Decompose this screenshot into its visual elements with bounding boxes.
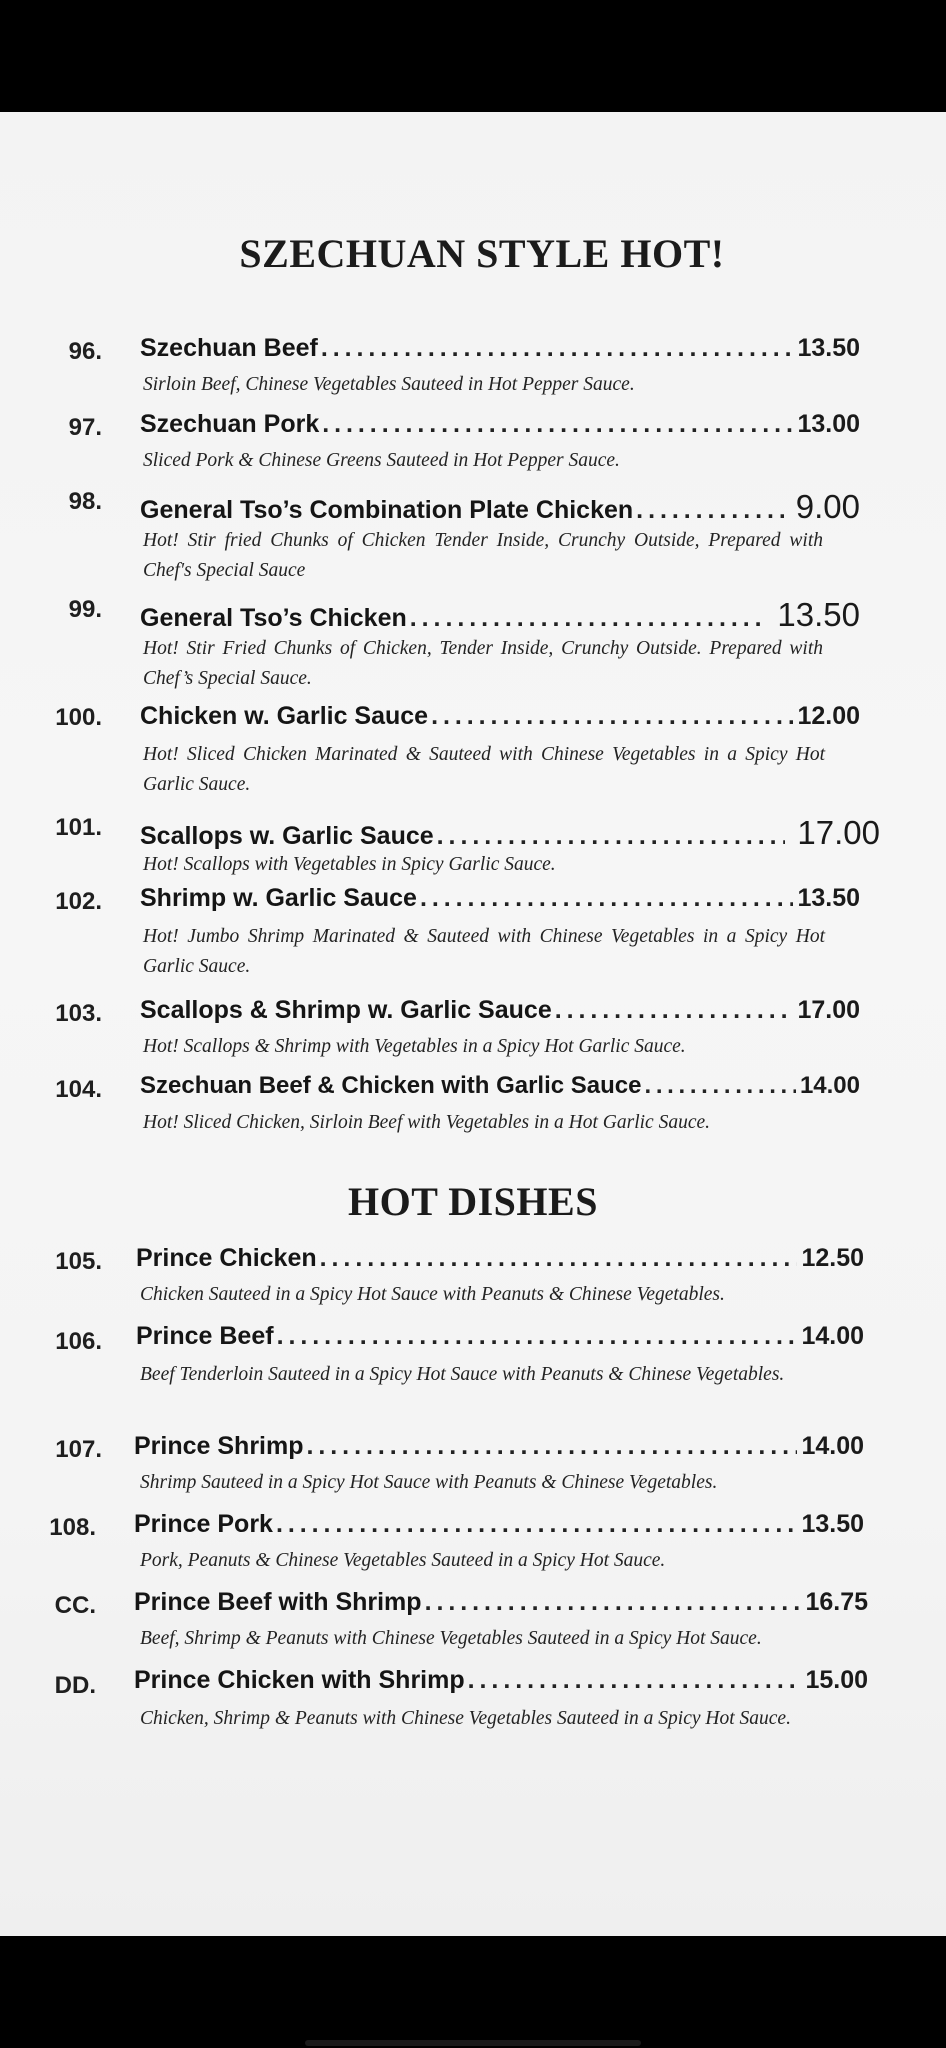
item-description: Hot! Jumbo Shrimp Marinated & Sauteed with Chinese Vegetables in a Spicy Hot Garlic Sauce.: [143, 926, 825, 977]
item-line: [136, 1244, 864, 1273]
item-number: 106.: [55, 1328, 102, 1355]
item-number: CC.: [54, 1592, 96, 1619]
item-name: Prince Beef: [136, 1322, 274, 1350]
item-description: Sirloin Beef, Chinese Vegetables Sauteed in Hot Pepper Sauce.: [143, 374, 635, 395]
menu-page: [0, 112, 946, 1936]
item-price: 13.50: [777, 596, 860, 633]
top-black-bar: [0, 0, 946, 112]
item-name: Scallops & Shrimp w. Garlic Sauce: [140, 996, 552, 1024]
item-description: Beef, Shrimp & Peanuts with Chinese Vegetables Sauteed in a Spicy Hot Sauce.: [140, 1628, 762, 1649]
dot-leader: [468, 1666, 802, 1695]
item-line: [134, 1666, 868, 1695]
item-number: 105.: [55, 1248, 102, 1275]
item-number: 100.: [55, 704, 102, 731]
item-description: Hot! Sliced Chicken Marinated & Sauteed with Chinese Vegetables in a Spicy Hot Garlic Sauce.: [143, 744, 825, 795]
item-line: [140, 884, 860, 913]
item-price: 14.00: [799, 1072, 860, 1099]
item-name: Prince Chicken with Shrimp: [134, 1666, 465, 1694]
item-name: Szechuan Beef: [140, 334, 318, 362]
item-name: Scallops w. Garlic Sauce: [140, 822, 434, 850]
dot-leader: [420, 884, 793, 913]
item-description: Chicken Sauteed in a Spicy Hot Sauce with Peanuts & Chinese Vegetables.: [140, 1284, 725, 1305]
item-price: 13.00: [797, 410, 860, 438]
dot-leader: [307, 1432, 798, 1461]
dot-leader: [410, 604, 766, 633]
item-number: 102.: [55, 888, 102, 915]
item-description: Sliced Pork & Chinese Greens Sauteed in Hot Pepper Sauce.: [143, 450, 620, 471]
item-line: [140, 410, 860, 439]
item-number: 98.: [68, 488, 102, 515]
dot-leader: [277, 1322, 798, 1351]
dot-leader: [555, 996, 794, 1025]
item-price: 15.00: [805, 1666, 868, 1694]
item-line: [134, 1432, 864, 1461]
item-name: Prince Chicken: [136, 1244, 317, 1272]
home-indicator[interactable]: [305, 2040, 641, 2046]
dot-leader: [425, 1588, 802, 1617]
item-price: 13.50: [797, 884, 860, 912]
dot-leader: [276, 1510, 797, 1539]
item-line: [140, 488, 860, 526]
item-line: [140, 814, 880, 852]
item-name: Szechuan Beef & Chicken with Garlic Sauce: [140, 1072, 642, 1099]
item-price: 9.00: [795, 488, 860, 525]
item-description: Chicken, Shrimp & Peanuts with Chinese Vegetables Sauteed in a Spicy Hot Sauce.: [140, 1708, 791, 1729]
item-number: 108.: [49, 1514, 96, 1541]
item-description: Hot! Sliced Chicken, Sirloin Beef with Vegetables in a Hot Garlic Sauce.: [143, 1112, 711, 1133]
item-price: 17.00: [797, 996, 860, 1024]
item-price: 13.50: [797, 334, 860, 362]
dot-leader: [321, 334, 794, 363]
item-number: DD.: [54, 1672, 96, 1699]
item-number: 96.: [68, 338, 102, 365]
item-name: Prince Pork: [134, 1510, 273, 1538]
item-number: 107.: [55, 1436, 102, 1463]
item-description: Hot! Scallops & Shrimp with Vegetables in a Spicy Hot Garlic Sauce.: [143, 1036, 686, 1057]
item-price: 14.00: [801, 1432, 864, 1460]
item-number: 104.: [55, 1076, 102, 1103]
dot-leader: [320, 1244, 798, 1273]
item-name: Szechuan Pork: [140, 410, 320, 438]
dot-leader: [431, 702, 793, 731]
item-line: [134, 1588, 868, 1617]
item-line: [136, 1322, 864, 1351]
item-number: 101.: [55, 814, 102, 841]
item-price: 12.50: [801, 1244, 864, 1272]
item-name: Chicken w. Garlic Sauce: [140, 702, 429, 730]
item-description: Hot! Stir Fried Chunks of Chicken, Tender Inside, Crunchy Outside. Prepared with Chef’s Special Sauce.: [143, 638, 823, 689]
item-number: 103.: [55, 1000, 102, 1027]
item-name: General Tso’s Combination Plate Chicken: [140, 496, 634, 524]
item-line: [140, 702, 860, 731]
item-line: [140, 334, 860, 363]
bottom-black-bar: [0, 1936, 946, 2048]
item-price: 16.75: [805, 1588, 868, 1616]
item-description: Hot! Stir fried Chunks of Chicken Tender Inside, Crunchy Outside, Prepared with Chef's Special Sauce: [143, 530, 823, 581]
dot-leader: [322, 410, 793, 439]
item-description: Hot! Scallops with Vegetables in Spicy Garlic Sauce.: [143, 854, 556, 875]
item-price: 17.00: [797, 814, 880, 851]
dot-leader: [437, 822, 786, 851]
item-price: 12.00: [797, 702, 860, 730]
item-price: 13.50: [801, 1510, 864, 1538]
item-line: [140, 1072, 860, 1100]
item-description: Beef Tenderloin Sauteed in a Spicy Hot Sauce with Peanuts & Chinese Vegetables.: [140, 1364, 785, 1385]
section-title-szechuan: SZECHUAN STYLE HOT!: [239, 231, 725, 276]
item-name: Shrimp w. Garlic Sauce: [140, 884, 417, 912]
item-name: Prince Shrimp: [134, 1432, 304, 1460]
item-line: [134, 1510, 864, 1539]
dot-leader: [636, 496, 784, 525]
item-price: 14.00: [801, 1322, 864, 1350]
item-line: [140, 596, 860, 634]
dot-leader: [645, 1072, 796, 1100]
item-line: [140, 996, 860, 1025]
item-number: 99.: [68, 596, 102, 623]
item-number: 97.: [68, 414, 102, 441]
item-name: Prince Beef with Shrimp: [134, 1588, 422, 1616]
section-title-hot-dishes: HOT DISHES: [348, 1179, 598, 1224]
item-description: Pork, Peanuts & Chinese Vegetables Sauteed in a Spicy Hot Sauce.: [140, 1550, 666, 1571]
item-description: Shrimp Sauteed in a Spicy Hot Sauce with Peanuts & Chinese Vegetables.: [140, 1472, 718, 1493]
item-name: General Tso’s Chicken: [140, 604, 407, 632]
